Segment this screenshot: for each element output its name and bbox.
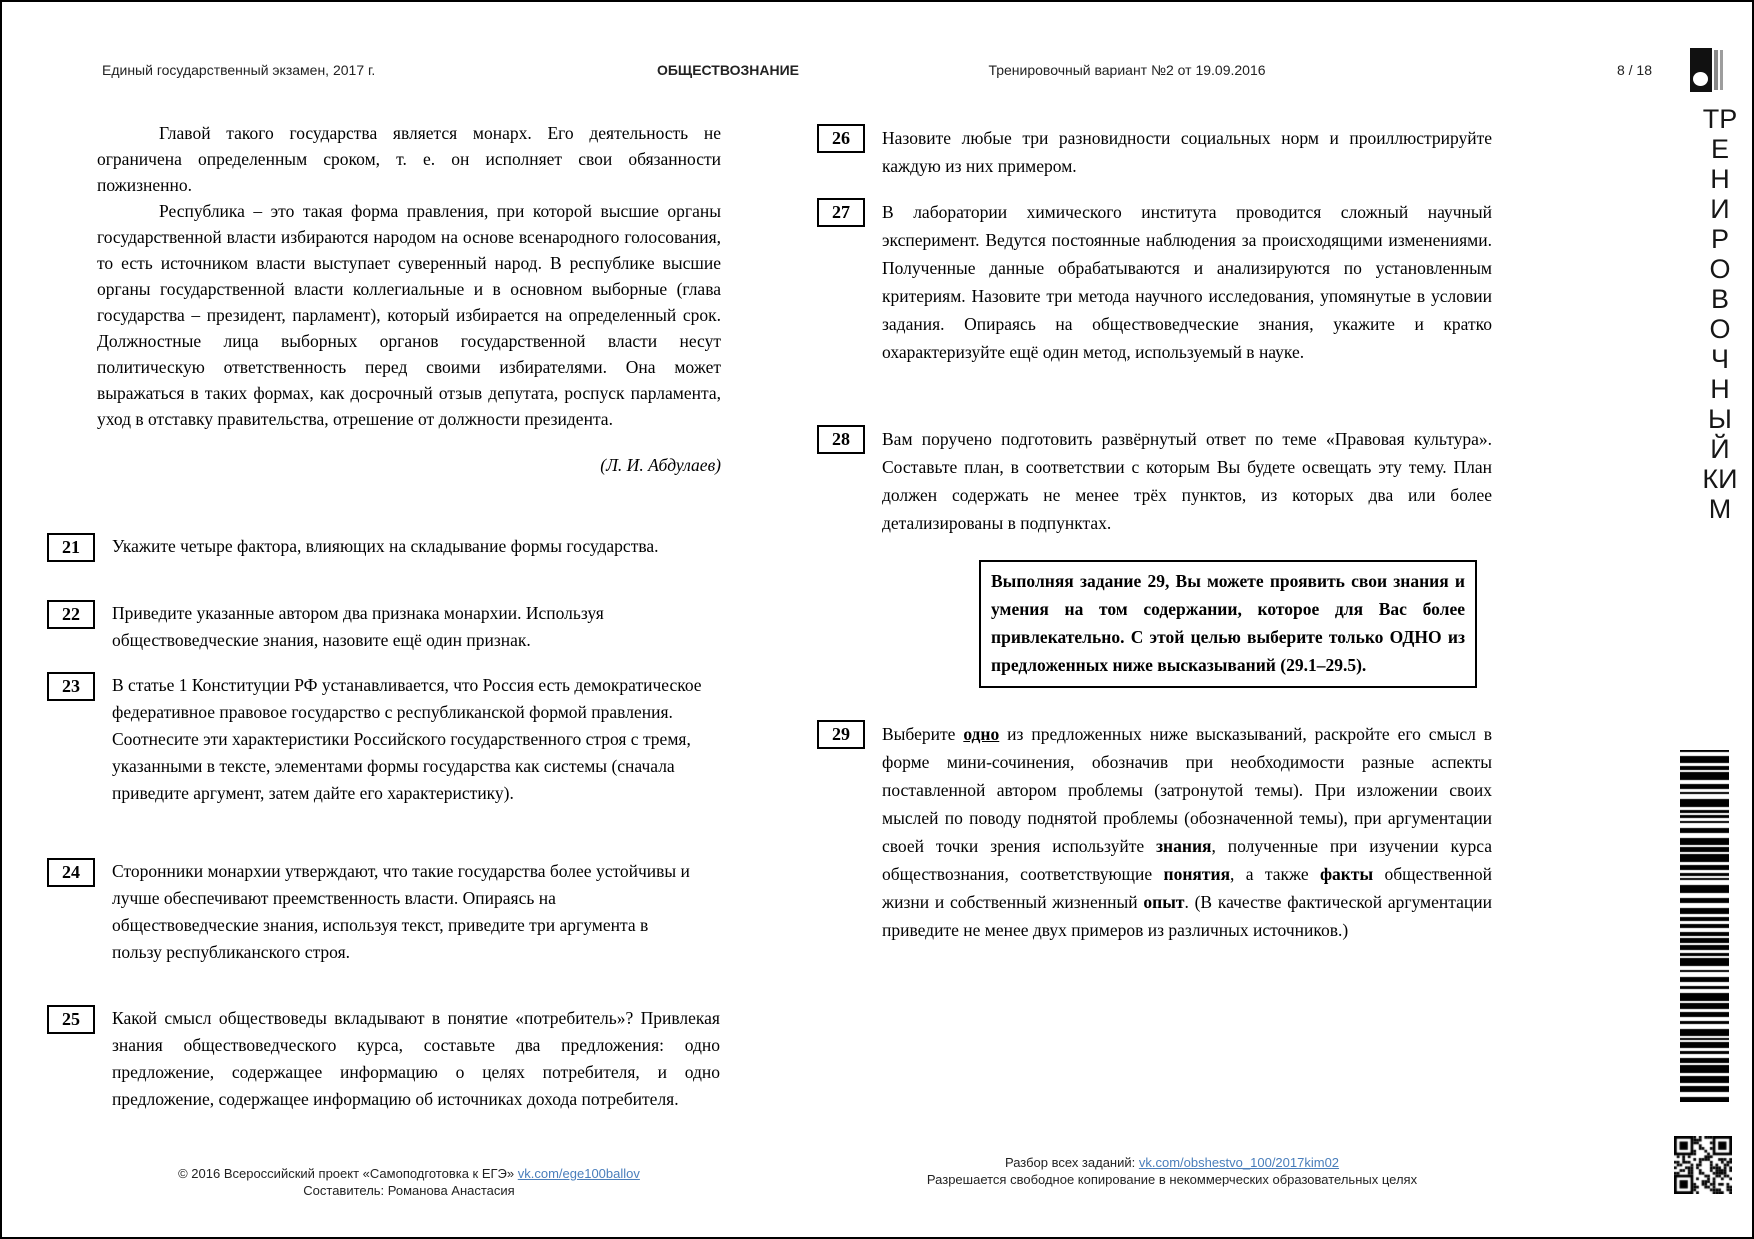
qr-code-icon <box>1674 1136 1732 1194</box>
question-number-box: 29 <box>817 720 865 749</box>
question-number-box: 27 <box>817 198 865 227</box>
question-number-box: 25 <box>47 1005 95 1034</box>
question-21 <box>47 533 720 562</box>
question-number-box: 24 <box>47 858 95 887</box>
footer-left <box>97 1165 721 1199</box>
question-number-box: 28 <box>817 425 865 454</box>
question-text: Сторонники монархии утверждают, что такие государства более устойчивы и лучше обеспечивают преемственность власти. Опираясь на обществоведческие знания, используя текст, приведите три аргумента в пользу республиканского строя. <box>112 861 690 962</box>
footer-solutions-line: Разбор всех заданий: vk.com/obshestvo_100/2017kim02 <box>1004 1155 1340 1170</box>
footer-link-obshestvo[interactable]: vk.com/obshestvo_100/2017kim02 <box>1138 1155 1340 1170</box>
question-number-box: 21 <box>47 533 95 562</box>
footer-link-ege100ballov[interactable]: vk.com/ege100ballov <box>517 1166 640 1181</box>
question-24 <box>47 858 697 966</box>
question-29 <box>817 720 1492 944</box>
question-text: В статье 1 Конституции РФ устанавливается, что Россия есть демократическое федеративное правовое государство с республиканской формой правления. Соотнесите эти характеристики Российского государственного строя с тремя, указанными в тексте, элементами формы государства как системы (сначала приведите аргумент, затем дайте его характеристику). <box>112 675 702 803</box>
question-text: Приведите указанные автором два признака монархии. Используя обществоведческие знания, назовите ещё один признак. <box>112 603 604 650</box>
question-number-box: 22 <box>47 600 95 629</box>
kim-logo-bar <box>1714 50 1718 90</box>
question-22 <box>47 600 687 654</box>
question-text: Какой смысл обществоведы вкладывают в понятие «потребитель»? Привлекая знания обществоведческого курса, составьте два предложения: одно предложение, содержащее информацию о целях потребителя, и одно предложение, содержащее информацию об источниках дохода потребителя. <box>112 1008 720 1109</box>
passage-attribution: (Л. И. Абдулаев) <box>600 455 721 475</box>
footer-license-line: Разрешается свободное копирование в некоммерческих образовательных целях <box>926 1172 1418 1187</box>
question-26 <box>817 124 1492 180</box>
vertical-watermark-trenirovochny-kim: ТР Е Н И Р О В О Ч Н Ы Й КИ М <box>1702 104 1738 524</box>
footer-right <box>842 1154 1502 1188</box>
question-text: Укажите четыре фактора, влияющих на складывание формы государства. <box>112 536 659 556</box>
reading-passage <box>97 120 721 478</box>
question-number-box: 23 <box>47 672 95 701</box>
question-text: Выберите одно из предложенных ниже высказываний, раскройте его смысл в форме мини-сочинения, обозначив при необходимости разные аспекты поставленной автором проблемы (затронутой темы). При изложении своих мыслей по поводу поднятой проблемы (обозначенной темы), при аргументации своей точки зрения используйте знания, полученные при изучении курса обществознания, соответствующие понятия, а также факты общественной жизни и собственный жизненный опыт. (В качестве фактической аргументации приведите не менее двух примеров из различных источников.) <box>882 724 1492 940</box>
passage-paragraph-2: Республика – это такая форма правления, при которой высшие органы государственной власти избираются народом на основе всенародного голосования, то есть источником власти выступает суверенный народ. В республике высшие органы государственной власти коллегиальные и в основном выборные (глава государства – президент, парламент), который избирается на определенный срок. Должностные лица выборных органов государственной власти несут политическую ответственность перед своими избирателями. Она может выражаться в таких формах, как досрочный отзыв депутата, роспуск парламента, уход в отставку правительства, отрешение от должности президента. <box>97 201 721 429</box>
kim-logo-icon <box>1690 48 1723 92</box>
kim-logo-dot <box>1693 72 1708 86</box>
barcode-icon <box>1680 750 1729 1102</box>
footer-compiler-line: Составитель: Романова Анастасия <box>303 1183 515 1198</box>
question-28 <box>817 425 1492 537</box>
question-text: Назовите любые три разновидности социальных норм и проиллюстрируйте каждую из них примером. <box>882 128 1492 176</box>
question-25 <box>47 1005 720 1113</box>
header-page-number: 8 / 18 <box>1616 62 1652 78</box>
question-text: В лаборатории химического института проводится сложный научный эксперимент. Ведутся постоянные наблюдения за происходящими изменениями. Полученные данные обрабатываются и анализируются по установленным критериям. Назовите три метода научного исследования, упомянутые в условии задания. Опираясь на обществоведческие знания, укажите и кратко охарактеризуйте ещё один метод, используемый в науке. <box>882 202 1492 362</box>
header-subject: ОБЩЕСТВОЗНАНИЕ <box>656 62 800 78</box>
passage-paragraph-1: Главой такого государства является монарх. Его деятельность не ограничена определенным сроком, т. е. он исполняет свои обязанности пожизненно. <box>97 123 721 195</box>
question-27 <box>817 198 1492 366</box>
footer-copyright-line: © 2016 Всероссийский проект «Самоподготовка к ЕГЭ» vk.com/ege100ballov <box>178 1166 640 1181</box>
task-29-instruction-box: Выполняя задание 29, Вы можете проявить свои знания и умения на том содержании, которое для Вас более привлекательно. С этой целью выберите только ОДНО из предложенных ниже высказываний (29.1–29.5). <box>979 560 1477 688</box>
question-23 <box>47 672 707 807</box>
question-text: Вам поручено подготовить развёрнутый ответ по теме «Правовая культура». Составьте план, в соответствии с которым Вы будете освещать эту тему. План должен содержать не менее трёх пунктов, из которых два или более детализированы в подпунктах. <box>882 429 1492 533</box>
header-exam-title: Единый государственный экзамен, 2017 г. <box>102 62 376 78</box>
question-number-box: 26 <box>817 124 865 153</box>
header-variant: Тренировочный вариант №2 от 19.09.2016 <box>988 62 1266 78</box>
kim-logo-bar <box>1720 50 1723 90</box>
